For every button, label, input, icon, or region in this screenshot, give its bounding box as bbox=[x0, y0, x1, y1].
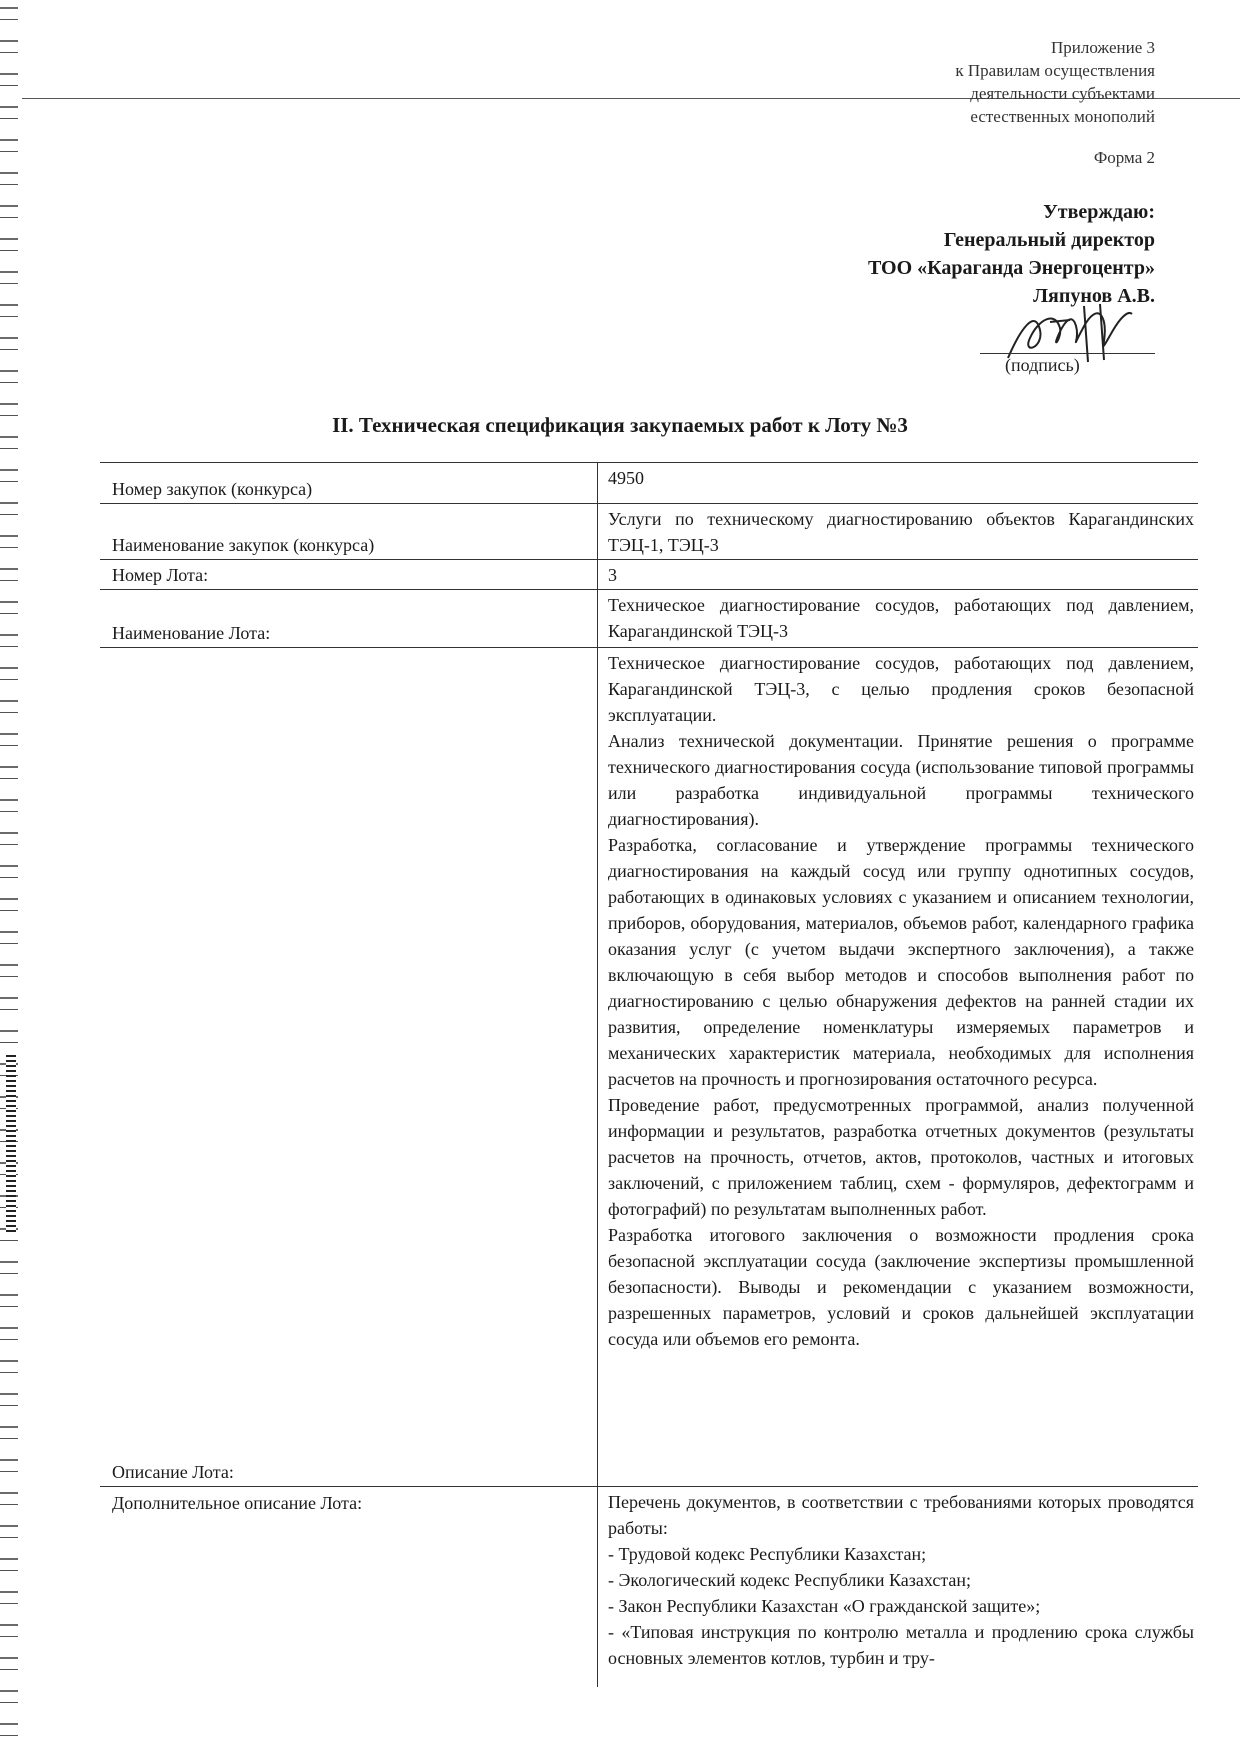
additional-intro: Перечень документов, в соответствии с требованиями которых проводятся работы: bbox=[608, 1492, 1194, 1538]
signature-caption: (подпись) bbox=[1005, 355, 1080, 375]
list-item: - Экологический кодекс Республики Казахстан; bbox=[608, 1570, 972, 1590]
description-paragraph: Разработка итогового заключения о возможности продления срока безопасной эксплуатации сосуда (заключение экспертизы промышленной безопасности). Выводы и рекомендации с указанием возможности, разрешенных параметров, условий и сроков дальнейшей эксплуатации сосуда или объемов его ремонта. bbox=[608, 1225, 1194, 1349]
row-value: 3 bbox=[608, 565, 617, 585]
appendix-line: к Правилам осуществления bbox=[955, 61, 1155, 80]
row-label: Номер Лота: bbox=[100, 560, 598, 589]
approval-line: Ляпунов А.В. bbox=[1033, 285, 1155, 307]
form-number: Форма 2 bbox=[1093, 148, 1155, 167]
row-label: Наименование Лота: bbox=[100, 590, 598, 647]
table-row-description bbox=[100, 648, 1198, 1487]
appendix-line: деятельности субъектами bbox=[970, 84, 1155, 103]
description-paragraph: Анализ технической документации. Принятие решения о программе технического диагностирования сосуда (использование типовой программы или разработка индивидуальной программы технического диагностирования). bbox=[608, 731, 1194, 829]
approval-line: Генеральный директор bbox=[943, 229, 1155, 251]
table-row bbox=[100, 504, 1198, 560]
description-paragraph: Проведение работ, предусмотренных программой, анализ полученной информации и результатов, разработка отчетных документов (результаты расчетов на прочность, отчетов, актов, протоколов, частных и итоговых заключений, с приложением таблиц, схем - формуляров, дефектограмм и фотографий) по результатам выполненных работ. bbox=[608, 1095, 1194, 1219]
appendix-line: Приложение 3 bbox=[1051, 38, 1155, 57]
appendix-reference bbox=[735, 36, 1155, 128]
specification-table bbox=[100, 462, 1198, 1687]
table-row-additional bbox=[100, 1487, 1198, 1687]
row-value bbox=[598, 648, 1198, 1486]
scan-edge-artifact bbox=[0, 0, 18, 1754]
section-title: II. Техническая спецификация закупаемых работ к Лоту №3 bbox=[332, 413, 908, 437]
list-item: - Закон Республики Казахстан «О гражданской защите»; bbox=[608, 1596, 1041, 1616]
row-label: Дополнительное описание Лота: bbox=[100, 1487, 598, 1687]
row-value: Услуги по техническому диагностированию объектов Карагандинских ТЭЦ-1, ТЭЦ-3 bbox=[608, 509, 1194, 555]
scan-edge-artifact bbox=[6, 1055, 16, 1235]
row-value: 4950 bbox=[608, 468, 644, 488]
row-label: Описание Лота: bbox=[100, 648, 598, 1486]
approval-line: Утверждаю: bbox=[1043, 201, 1155, 223]
approval-block bbox=[635, 198, 1155, 310]
row-label: Номер закупок (конкурса) bbox=[100, 463, 598, 503]
approval-line: ТОО «Караганда Энергоцентр» bbox=[867, 257, 1155, 279]
signature-line bbox=[980, 353, 1155, 354]
row-value bbox=[598, 1487, 1198, 1687]
list-item: - Трудовой кодекс Республики Казахстан; bbox=[608, 1544, 927, 1564]
table-row bbox=[100, 560, 1198, 590]
table-row bbox=[100, 590, 1198, 648]
row-label: Наименование закупок (конкурса) bbox=[100, 504, 598, 559]
list-item: - «Типовая инструкция по контролю металла и продлению срока службы основных элементов котлов, турбин и тру- bbox=[608, 1622, 1194, 1668]
description-paragraph: Техническое диагностирование сосудов, работающих под давлением, Карагандинской ТЭЦ-3, с целью продления сроков безопасной эксплуатации. bbox=[608, 653, 1194, 725]
table-row bbox=[100, 462, 1198, 504]
row-value: Техническое диагностирование сосудов, работающих под давлением, Карагандинской ТЭЦ-3 bbox=[608, 595, 1194, 641]
appendix-line: естественных монополий bbox=[970, 107, 1155, 126]
description-paragraph: Разработка, согласование и утверждение программы технического диагностирования на каждый сосуд или группу однотипных сосудов, работающих в одинаковых условиях с указанием и описанием технологии, приборов, оборудования, материалов, объемов работ, календарного графика оказания услуг (с учетом выдачи экспертного заключения), а также включающую в себя выбор методов и способов выполнения работ по диагностированию с целью обнаружения дефектов на ранней стадии их развития, определение номенклатуры измеряемых параметров и механических характеристик материала, необходимых для исполнения расчетов на прочность и прогнозирования остаточного ресурса. bbox=[608, 835, 1194, 1089]
